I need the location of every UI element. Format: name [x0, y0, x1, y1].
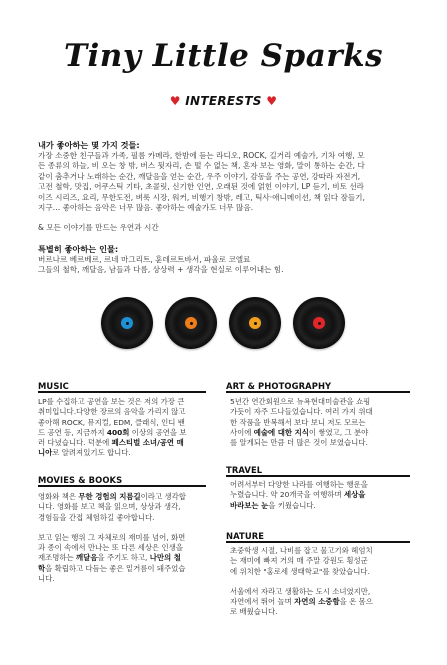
movies-divider: [38, 485, 206, 487]
music-body: LP를 수집하고 공연을 보는 것은 저의 가장 큰 취미입니다.다양한 장르의 음악을 가리지 않고 좋아해 ROCK, 뮤지컬, EDM, 클래식, 인디 밴 드 공연 등, 지금까지 400회 이상의 공연을 보 러 다녔습니다. 덕분에 페스티벌 소녀/공연 매 니아로 알려져있기도 합니다.: [38, 397, 187, 458]
art-heading: ART & PHOTOGRAPHY: [226, 381, 332, 391]
likes-line: 지구… 좋아하는 음악은 너무 많음. 좋아하는 예술가도 너무 많음.: [38, 203, 254, 213]
nature-body: 초중학생 시절, 나비를 잡고 물고기와 헤엄치 는 재미에 빠져 거의 매 주말 강원도 횡성군 에 위치한 "홍로세 생태학교"를 찾았습니다. 서울에서 자라고 생활하는 도시 소녀였지만, 자연에서 뛰어 놀며 자연의 소중함을 온 몸으 로 배웠습니다.: [230, 546, 373, 617]
likes-line: 이즈 시리즈, 요리, 무한도전, 벼룩 시장, 워커, 비행기 창밖, 레고, 틱사·애니메이션, 책 읽다 잠들기,: [38, 192, 365, 202]
travel-divider: [226, 475, 410, 477]
people-line: 그들의 철학, 깨달음, 남들과 다름, 상상력 + 생각을 현실로 이루어내는 힘.: [38, 265, 284, 275]
art-divider: [226, 391, 410, 393]
subtitle-text: INTERESTS: [185, 94, 262, 108]
vinyl-record-icon: [229, 297, 281, 349]
music-divider: [38, 391, 206, 393]
heart-icon: ♥: [266, 94, 278, 108]
movies-body: 영화와 책은 무한 경험의 지름길이라고 생각합 니다. 영화를 보고 책을 읽으며, 상상과 생각, 경험들을 간접 체험하길 좋아합니다. 보고 읽는 행위 그 자체로의 재미를 넘어, 화면 과 종이 속에서 만나는 또 다른 세상은 인생을 재조명하는 깨달음을 주기도 하고, 나만의 철 학을 확립하고 다듬는 좋은 밑거름이 돼주었습 니다.: [38, 492, 186, 584]
vinyl-record-icon: [101, 297, 153, 349]
intro-section: [38, 140, 416, 276]
page-title: Tiny Little Sparks: [63, 38, 384, 74]
nature-divider: [226, 541, 410, 543]
people-heading: 특별히 좋아하는 인물:: [38, 243, 119, 254]
travel-heading: TRAVEL: [226, 465, 263, 475]
likes-line: 든 종류의 하늘, 비 오는 창 밖, 버스 뒷자리, 손 떨 수 없는 책, 혼자 보는 영화, 말이 통하는 순간, 다: [38, 161, 365, 171]
movies-heading: MOVIES & BOOKS: [38, 475, 123, 485]
vinyl-record-icon: [293, 297, 345, 349]
interests-subtitle: [0, 94, 447, 108]
music-heading: MUSIC: [38, 381, 69, 391]
vinyl-records-row: [101, 297, 346, 349]
nature-heading: NATURE: [226, 531, 265, 541]
likes-heading: 내가 좋아하는 몇 가지 것들:: [38, 140, 140, 150]
travel-body: 어려서부터 다양한 나라를 여행하는 행운을 누렸습니다. 약 20개국을 여행하며 세상을 바라보는 눈을 키웠습니다.: [230, 480, 368, 510]
vinyl-record-icon: [165, 297, 217, 349]
likes-line: 고전 철학, 맛집, 어쿠스틱 기타, 초콜릿, 신기한 인연, 오래된 것에 얽힌 이야기, LP 듣기, 비토 선라: [38, 182, 364, 192]
people-line: 버르나르 베르베르, 르네 마그리트, 훈데르트바서, 파울로 코엘료: [38, 254, 251, 264]
heart-icon: ♥: [169, 94, 181, 108]
likes-line: 같이 춤추거나 노래하는 순간, 깨달음을 얻는 순간, 우주 이야기, 감동을 주는 공연, 강따라 자전거,: [38, 171, 361, 181]
closing-line: & 모든 이야기를 만드는 우연과 시간: [38, 223, 159, 233]
likes-line: 가장 소중한 친구들과 가족, 필름 카메라, 한밤에 듣는 라디오, ROCK, 길거리 예술가, 기차 여행, 모: [38, 151, 365, 160]
art-body: 5년간 연간회원으로 뉴욕현대미술관을 쇼핑 가듯이 자주 드나들었습니다. 여러 가지 위대 한 작품을 반복해서 보다 보니 저도 모르는 사이에 예술에 대한 지식이 쌓였고, 그 분야 를 알게되는 만큼 더 많은 것이 보였습니다.: [230, 397, 373, 448]
